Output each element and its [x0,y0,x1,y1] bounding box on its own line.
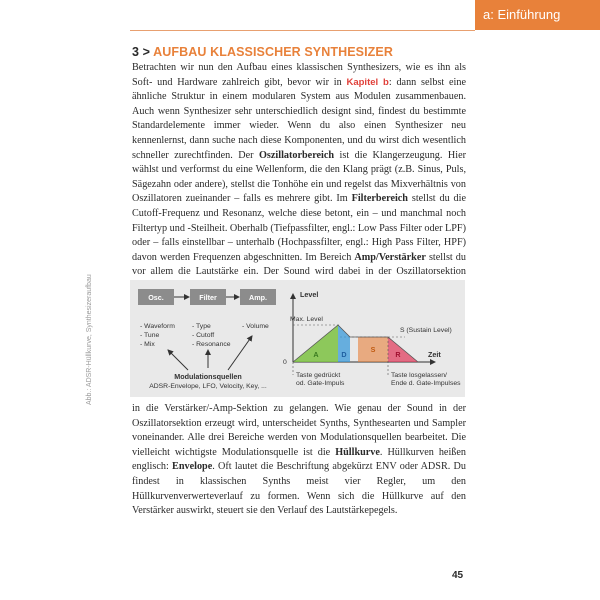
osc-label: Osc. [148,293,164,302]
text-run: ist die Klangerzeugung. Hier wählst und verformst du eine Wellenform, die den Klang prägt (z.B. Sinus, Puls, Sägezahn oder andere), stellst die Tonhöhe ein und regelst das Mixverhältnis von Oszillatoren zueinander – falls es mehrere gibt. Im [132,149,466,205]
header-rule [130,30,475,31]
term-oszillatorbereich: Oszillatorbereich [259,149,335,161]
adsr-max-label: Max. Level [290,316,323,323]
note-off-label: Ende d. Gate-Impulses [391,380,461,387]
mod-title: Modulationsquellen [174,372,242,381]
phase-a-label: A [313,350,319,359]
text-run: . Oft lautet die Beschriftung abgekürzt ENV oder ADSR. Du findest in klassischen Synths meist vier Regler, um den Hüllkurvenverwerteverlauf zu formen. Wenn sich die Hüllkurve auf den Verstärker auswirkt, steuert sie den Verlauf des Lautstärkepegels. [132,461,467,517]
term-huellkurve: Hüllkurve [335,446,380,458]
section-title [132,45,393,59]
text-run: in die Verstärker/-Amp-Sektion zu gelangen. Wie genau der Sound in der Oszillatorsektion erzeugt wird, unterscheidet Synths, Synthesearten und Sampler voneinander. Alle drei Bereiche werden von Modulationsquellen bearbeitet. Die vielleicht wichtigste Modulationsquelle ist die [132,403,466,458]
filter-param: - Resonance [192,341,231,348]
mod-arrow-osc [168,350,188,370]
text-run: Betrachten wir nun den Aufbau eines klassischen Synthesizers, wie es ihn als Soft- und Hardware zahlreich gibt, bevor wir in [132,62,466,88]
chapter-tab: a: Einführung [475,0,600,30]
filter-label: Filter [199,293,217,302]
mod-list: ADSR-Envelope, LFO, Velocity, Key, ... [149,383,267,390]
figure-svg [130,280,465,397]
text-run: . Hüllkurven heißen englisch: [132,446,466,473]
phase-d-label: D [341,350,347,359]
text-run: : dann selbst eine ähnliche Struktur in einem modularen System aus Modulen zusammenbauen. Auch wenn Synthesizer sehr unterschiedlich designt sind, findest du bestimmte Standardelemente immer wieder. Wenn du also einen Synthesizer neu kennenlernst, dann suche nach diese Komponenten, und du wirst dich wesentlich schneller zurechtfinden. Der [132,76,466,161]
mod-arrow-amp [228,336,252,370]
page-number: 45 [452,570,464,581]
adsr-y-label: Level [300,290,319,299]
figure-caption: Abb.: ADSR-Hüllkurve, Synthesizeraufbau [86,274,93,405]
synth-figure [130,280,465,397]
filter-param: - Cutoff [192,332,215,339]
term-amp: Amp/Verstärker [354,251,426,263]
note-on-label: Taste gedrückt [296,372,341,379]
phase-r-label: R [395,350,401,359]
phase-s-label: S [370,345,376,354]
sustain-label: S (Sustain Level) [400,327,452,334]
term-filterbereich: Filterbereich [351,193,408,205]
osc-param: - Mix [140,341,155,348]
text-run: stellst du die Cutoff-Frequenz und Resonanz, welche diese betont, ein – und manchmal noch Filtertyp und -Steilheit. Oberhalb (Tiefpassfilter, engl.: Low Pass Filter oder LPF) oder – falls einstellbar – unterhalb (Hochpassfilter, engl.: High Pass Filter, HPF) davon werden Frequenzen abgeschnitten. Im Bereich [132,193,466,263]
paragraph-1 [132,61,466,295]
osc-param: - Tune [140,332,160,339]
adsr-origin: 0 [283,359,287,366]
term-envelope: Envelope [172,461,213,473]
note-on-label: od. Gate-Impuls [296,380,345,387]
amp-param: - Volume [242,323,269,330]
adsr-x-label: Zeit [428,350,441,359]
amp-label: Amp. [249,293,267,302]
chapter-reference: Kapitel b [346,76,389,88]
note-off-label: Taste losgelassen/ [391,372,447,379]
filter-param: - Type [192,323,211,330]
text-run: stellst du vor allem die Lautstärke ein. Der Sound wird dabei in der Oszillatorsektion [132,251,466,278]
section-number: 3 > [132,45,151,59]
paragraph-2 [132,402,466,519]
osc-param: - Waveform [140,323,175,330]
section-title-text: AUFBAU KLASSISCHER SYNTHESIZER [153,45,393,59]
